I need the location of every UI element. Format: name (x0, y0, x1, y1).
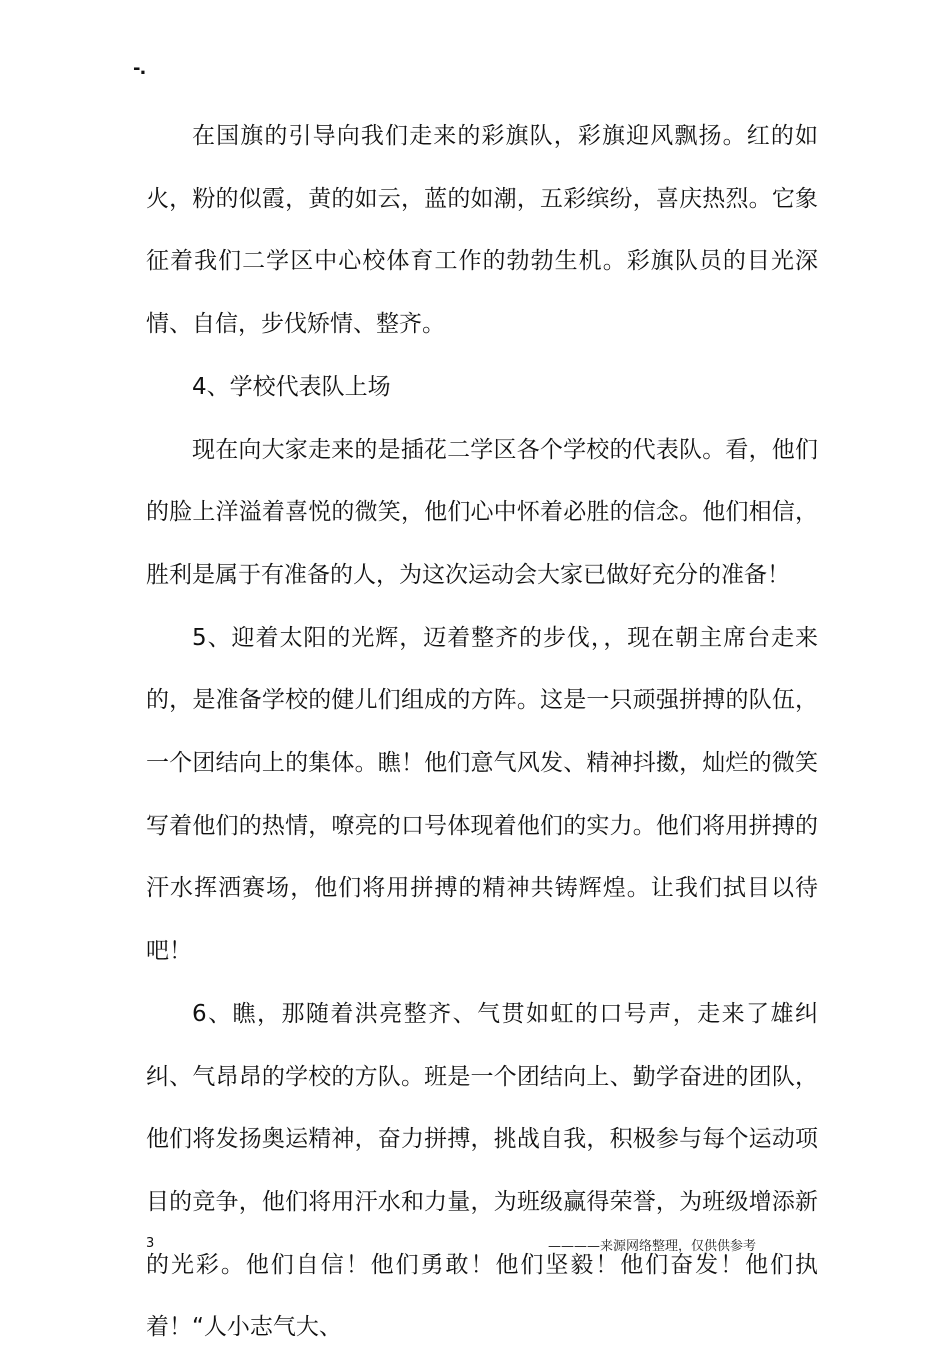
document-body (146, 105, 818, 1359)
paragraph-school-teams: 现在向大家走来的是插花二学区各个学校的代表队。看，他们的脸上洋溢着喜悦的微笑，他们心中怀着必胜的信念。他们相信，胜利是属于有准备的人，为这次运动会大家已做好充分的准备！ (146, 436, 818, 588)
paragraph-section-6: 6、瞧，那随着洪亮整齐、气贯如虹的口号声，走来了雄纠纠、气昂昂的学校的方队。班是一个团结向上、勤学奋进的团队，他们将发扬奥运精神，奋力拼搏，挑战自我，积极参与每个运动项目的竞争，他们将用汗水和力量，为班级赢得荣誉，为班级增添新的光彩。他们自信！他们勇敢！他们坚毅！他们奋发！他们执着！“人小志气大、 (146, 1000, 818, 1341)
footer-source-note: ————来源网络整理，仅供供参考 (548, 1239, 757, 1254)
paragraph-flag-team: 在国旗的引导向我们走来的彩旗队，彩旗迎风飘扬。红的如火，粉的似霞，黄的如云，蓝的如潮，五彩缤纷，喜庆热烈。它象征着我们二学区中心校体育工作的勃勃生机。彩旗队员的目光深情、自信，步伐矫情、整齐。 (146, 123, 818, 338)
header-mark: -. (133, 58, 146, 79)
paragraph-section-5: 5、迎着太阳的光辉，迈着整齐的步伐，，现在朝主席台走来的，是准备学校的健儿们组成的方阵。这是一只顽强拼搏的队伍，一个团结向上的集体。瞧！他们意气风发、精神抖擞，灿烂的微笑写着他们的热情，嘹亮的口号体现着他们的实力。他们将用拼搏的汗水挥洒赛场，他们将用拼搏的精神共铸辉煌。让我们拭目以待吧！ (146, 624, 818, 965)
page-number: 3 (146, 1236, 155, 1251)
paragraph-heading-4: 4、学校代表队上场 (192, 373, 391, 400)
